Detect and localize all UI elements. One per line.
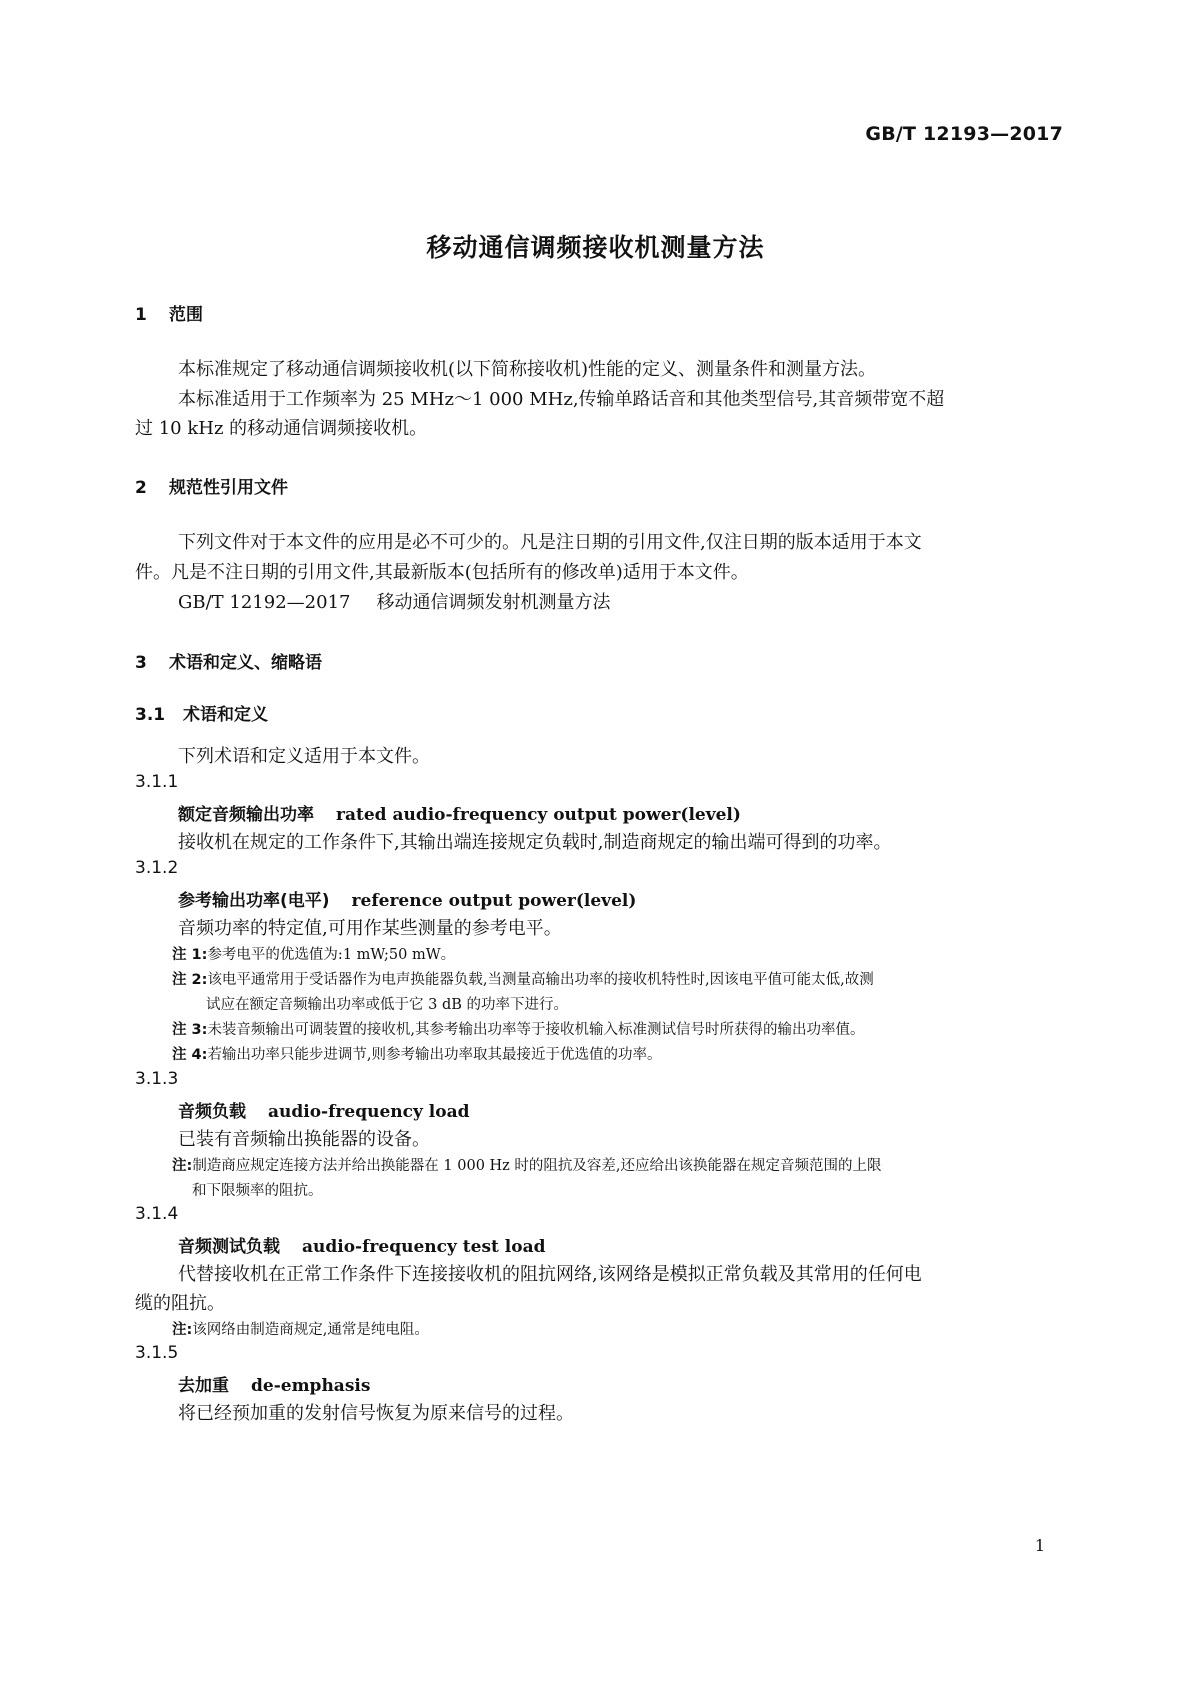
paragraph: 下列术语和定义适用于本文件。 [178, 746, 430, 767]
term-number: 3.1.3 [135, 1069, 179, 1089]
paragraph: 过 10 kHz 的移动通信调频接收机。 [135, 418, 428, 439]
section-2-heading [135, 473, 288, 498]
note-text: 该电平通常用于受话器作为电声换能器负载,当测量高输出功率的接收机特性时,因该电平值可能太低,故测 [207, 972, 874, 988]
note-label: 注 3: [172, 1022, 208, 1038]
term-definition: 音频功率的特定值,可用作某些测量的参考电平。 [178, 918, 562, 939]
term-zh: 参考输出功率(电平) [178, 891, 330, 911]
note-label: 注: [172, 1322, 193, 1338]
section-3-1-heading [135, 700, 268, 725]
note-text: 参考电平的优选值为:1 mW;50 mW。 [207, 947, 456, 963]
section-title: 规范性引用文件 [169, 478, 288, 498]
note-text: 未装音频输出可调装置的接收机,其参考输出功率等于接收机输入标准测试信号时所获得的输出功率值。 [207, 1022, 865, 1038]
document-title: 移动通信调频接收机测量方法 [426, 233, 765, 262]
paragraph: 件。凡是不注日期的引用文件,其最新版本(包括所有的修改单)适用于本文件。 [135, 562, 749, 583]
term-zh: 额定音频输出功率 [178, 805, 314, 825]
reference-code: GB/T 12192—2017 [178, 592, 351, 613]
term-zh: 音频测试负载 [178, 1237, 280, 1257]
section-number: 3 [135, 653, 147, 673]
term-zh: 音频负载 [178, 1102, 246, 1122]
reference-title: 移动通信调频发射机测量方法 [376, 592, 611, 613]
term-entry [178, 800, 741, 825]
note-text-continued: 和下限频率的阻抗。 [192, 1183, 323, 1199]
note-text: 制造商应规定连接方法并给出换能器在 1 000 Hz 时的阻抗及容差,还应给出该换能器在规定音频范围的上限 [192, 1158, 882, 1174]
term-definition: 已装有音频输出换能器的设备。 [178, 1129, 430, 1150]
term-number: 3.1.2 [135, 858, 179, 878]
term-en: de-emphasis [251, 1376, 371, 1396]
term-zh: 去加重 [178, 1376, 229, 1396]
note [172, 943, 455, 964]
term-definition: 代替接收机在正常工作条件下连接接收机的阻抗网络,该网络是模拟正常负载及其常用的任何电 [178, 1264, 922, 1285]
term-number: 3.1.1 [135, 772, 179, 792]
note-label: 注 1: [172, 947, 208, 963]
note-text-continued: 试应在额定音频输出功率或低于它 3 dB 的功率下进行。 [206, 997, 568, 1013]
term-entry [178, 886, 636, 911]
note-label: 注 4: [172, 1047, 208, 1063]
note-text: 该网络由制造商规定,通常是纯电阻。 [192, 1322, 429, 1338]
term-en: audio-frequency load [268, 1102, 470, 1122]
term-entry [178, 1371, 370, 1396]
normative-reference [178, 588, 610, 614]
page-number: 1 [1034, 1536, 1045, 1555]
section-1-heading [135, 300, 203, 325]
section-number: 3.1 [135, 705, 166, 725]
section-3-heading [135, 648, 322, 673]
document-code: GB/T 12193—2017 [865, 123, 1063, 145]
term-en: rated audio-frequency output power(level) [336, 805, 741, 825]
term-definition-continued: 缆的阻抗。 [135, 1293, 225, 1314]
section-title: 术语和定义、缩略语 [169, 653, 322, 673]
term-entry [178, 1232, 545, 1257]
note [172, 1154, 882, 1175]
note-label: 注: [172, 1158, 193, 1174]
term-number: 3.1.5 [135, 1343, 179, 1363]
note-text: 若输出功率只能步进调节,则参考输出功率取其最接近于优选值的功率。 [207, 1047, 662, 1063]
section-number: 1 [135, 305, 147, 325]
term-definition: 将已经预加重的发射信号恢复为原来信号的过程。 [178, 1403, 574, 1424]
term-en: reference output power(level) [351, 891, 637, 911]
note-label: 注 2: [172, 972, 208, 988]
paragraph: 本标准适用于工作频率为 25 MHz～1 000 MHz,传输单路话音和其他类型信号,其音频带宽不超 [178, 389, 945, 410]
note [172, 1318, 429, 1339]
term-definition: 接收机在规定的工作条件下,其输出端连接规定负载时,制造商规定的输出端可得到的功率。 [178, 832, 892, 853]
term-number: 3.1.4 [135, 1204, 179, 1224]
term-en: audio-frequency test load [302, 1237, 546, 1257]
section-title: 术语和定义 [183, 705, 268, 725]
section-number: 2 [135, 478, 147, 498]
term-entry [178, 1097, 469, 1122]
paragraph: 本标准规定了移动通信调频接收机(以下简称接收机)性能的定义、测量条件和测量方法。 [178, 359, 877, 380]
paragraph: 下列文件对于本文件的应用是必不可少的。凡是注日期的引用文件,仅注日期的版本适用于本文 [178, 532, 922, 553]
note [172, 1043, 662, 1064]
note [172, 1018, 865, 1039]
section-title: 范围 [169, 305, 203, 325]
note [172, 968, 874, 989]
